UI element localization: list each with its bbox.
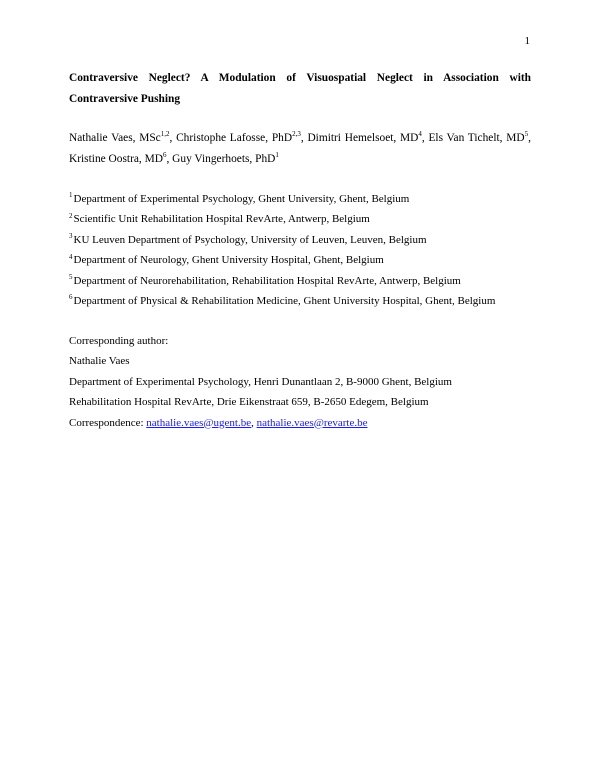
affiliation-text: Department of Physical & Rehabilitation Medicine, Ghent University Hospital, Ghent, Belgium — [73, 294, 496, 307]
author-affiliation-mark: 4 — [418, 130, 422, 139]
author-name: Kristine Oostra, MD — [69, 153, 163, 165]
corresponding-heading: Corresponding author: — [69, 335, 169, 347]
affiliation-list — [69, 189, 539, 311]
corresponding-address-2: Rehabilitation Hospital RevArte, Drie Eikenstraat 659, B-2650 Edegem, Belgium — [69, 396, 429, 409]
correspondence-line — [69, 413, 539, 433]
author-affiliation-mark: 6 — [162, 151, 167, 160]
email-link-revarte[interactable]: nathalie.vaes@revarte.be — [256, 416, 368, 429]
affiliation-number: 1 — [69, 191, 73, 200]
affiliation-number: 6 — [69, 293, 73, 302]
affiliation-item — [69, 230, 539, 250]
affiliation-item — [69, 291, 539, 311]
affiliation-number: 5 — [69, 272, 73, 281]
correspondence-label: Correspondence: — [69, 416, 147, 429]
corresponding-name: Nathalie Vaes — [69, 355, 130, 368]
author-name: Nathalie Vaes, MSc — [69, 132, 161, 144]
affiliation-item — [69, 250, 539, 270]
corresponding-address-1: Department of Experimental Psychology, Henri Dunantlaan 2, B-9000 Ghent, Belgium — [69, 375, 452, 388]
paper-title: Contraversive Neglect? A Modulation of Visuospatial Neglect in Association with Contraversive Pushing — [69, 72, 531, 105]
author-name: Christophe Lafosse, PhD — [176, 132, 293, 144]
affiliation-text: Department of Neurorehabilitation, Rehabilitation Hospital RevArte, Antwerp, Belgium — [73, 274, 461, 287]
affiliation-text: Department of Neurology, Ghent University Hospital, Ghent, Belgium — [73, 254, 384, 267]
author-affiliation-mark: 1,2 — [160, 130, 170, 139]
affiliation-item — [69, 189, 539, 209]
affiliation-text: Scientific Unit Rehabilitation Hospital RevArte, Antwerp, Belgium — [73, 213, 370, 226]
author-affiliation-mark: 5 — [524, 130, 529, 139]
author-list: Nathalie Vaes, MSc$^{1,2}$, Christophe Lafosse, PhD$^{2,3}$, Dimitri Hemelsoet, $MD^4$, Els Van Tichelt, $MD^5$, Kristine Oostra, $MD^6$, Guy Vingerhoets, PhD$^1$ — [69, 130, 531, 165]
author-name: Dimitri Hemelsoet, MD — [307, 132, 419, 144]
affiliation-number: 2 — [69, 211, 73, 220]
page-number: 1 — [524, 35, 530, 47]
email-separator: , — [251, 416, 257, 429]
affiliation-item — [69, 209, 539, 229]
corresponding-author-block — [69, 331, 539, 433]
author-affiliation-mark: 2,3 — [292, 130, 301, 139]
affiliation-text: KU Leuven Department of Psychology, University of Leuven, Leuven, Belgium — [73, 233, 427, 246]
affiliation-number: 4 — [69, 252, 73, 261]
affiliation-text: Department of Experimental Psychology, Ghent University, Ghent, Belgium — [73, 193, 410, 205]
author-name: Guy Vingerhoets, PhD — [172, 153, 276, 165]
email-link-ugent[interactable]: nathalie.vaes@ugent.be — [146, 416, 252, 429]
author-name: Els Van Tichelt, MD — [428, 132, 525, 144]
author-affiliation-mark: 1 — [275, 151, 279, 160]
affiliation-number: 3 — [69, 232, 73, 241]
affiliation-item — [69, 271, 539, 291]
